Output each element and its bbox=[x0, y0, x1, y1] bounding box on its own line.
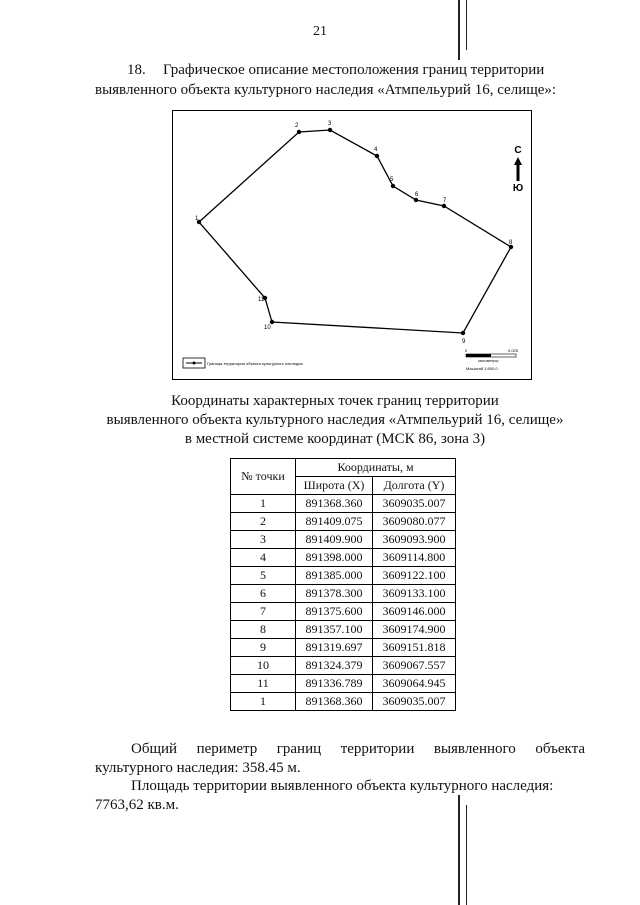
latitude-cell: 891398.000 bbox=[296, 549, 373, 567]
point-number-cell: 2 bbox=[231, 513, 296, 531]
longitude-cell: 3609067.557 bbox=[373, 657, 456, 675]
longitude-cell: 3609122.100 bbox=[373, 567, 456, 585]
point-number-cell: 4 bbox=[231, 549, 296, 567]
latitude-cell: 891409.900 bbox=[296, 531, 373, 549]
legend-label: Граница территории объекта культурного наследия bbox=[207, 361, 303, 366]
perimeter-word-1: Общий bbox=[131, 741, 178, 757]
point-number-cell: 9 bbox=[231, 639, 296, 657]
heading-line-1: Графическое описание местоположения границ территории bbox=[163, 62, 545, 78]
longitude-cell: 3609133.100 bbox=[373, 585, 456, 603]
perimeter-word-6: объекта bbox=[535, 741, 585, 757]
compass-north-label: С bbox=[514, 145, 522, 156]
table-caption bbox=[60, 392, 610, 449]
longitude-cell: 3609093.900 bbox=[373, 531, 456, 549]
point-number-cell: 7 bbox=[231, 603, 296, 621]
caption-line-1: Координаты характерных точек границ территории bbox=[171, 393, 499, 409]
latitude-cell: 891375.600 bbox=[296, 603, 373, 621]
vertex-4 bbox=[375, 154, 379, 158]
point-number-cell: 5 bbox=[231, 567, 296, 585]
point-label-6: 6 bbox=[415, 192, 419, 198]
coordinates-table-body bbox=[231, 495, 456, 711]
vertex-7 bbox=[442, 204, 446, 208]
perimeter-word-5: выявленного bbox=[433, 741, 516, 757]
scale-bar bbox=[465, 348, 519, 371]
header-longitude: Долгота (Y) bbox=[373, 477, 456, 495]
point-label-11: 11 bbox=[258, 297, 265, 303]
table-row bbox=[231, 531, 456, 549]
vertex-6 bbox=[414, 198, 418, 202]
heading-line-2: выявленного объекта культурного наследия «Атмпельурий 16, селище»: bbox=[95, 82, 557, 98]
point-number-cell: 6 bbox=[231, 585, 296, 603]
latitude-cell: 891378.300 bbox=[296, 585, 373, 603]
vertex-10 bbox=[270, 320, 274, 324]
table-row bbox=[231, 549, 456, 567]
table-row bbox=[231, 639, 456, 657]
table-row bbox=[231, 513, 456, 531]
point-number-cell: 1 bbox=[231, 693, 296, 711]
longitude-cell: 3609151.818 bbox=[373, 639, 456, 657]
perimeter-word-3: границ bbox=[276, 741, 322, 757]
latitude-cell: 891324.379 bbox=[296, 657, 373, 675]
latitude-cell: 891409.075 bbox=[296, 513, 373, 531]
coordinates-table bbox=[230, 458, 456, 711]
area-line-2: 7763,62 кв.м. bbox=[95, 797, 179, 813]
compass-south-label: Ю bbox=[512, 183, 524, 194]
scale-unit: километры bbox=[478, 358, 499, 363]
scan-artifact-line bbox=[466, 805, 467, 905]
point-number-cell: 3 bbox=[231, 531, 296, 549]
point-label-10: 10 bbox=[264, 325, 271, 331]
scale-ratio: Масштаб 1:500,0 bbox=[466, 366, 498, 371]
vertex-3 bbox=[328, 128, 332, 132]
section-heading bbox=[95, 60, 585, 100]
point-label-9: 9 bbox=[462, 339, 466, 345]
perimeter-word-2: периметр bbox=[196, 741, 258, 757]
territory-boundary bbox=[199, 130, 511, 333]
north-arrow bbox=[513, 145, 523, 194]
vertex-2 bbox=[297, 130, 301, 134]
boundary-vertices bbox=[197, 128, 513, 335]
point-label-8: 8 bbox=[509, 240, 513, 246]
section-number: 18. bbox=[127, 62, 146, 78]
table-row bbox=[231, 495, 456, 513]
point-label-5: 5 bbox=[390, 177, 394, 183]
longitude-cell: 3609114.800 bbox=[373, 549, 456, 567]
point-number-cell: 1 bbox=[231, 495, 296, 513]
map-legend bbox=[183, 358, 303, 368]
boundary-map bbox=[172, 110, 532, 380]
boundary-map-drawing bbox=[173, 111, 531, 379]
point-label-1: 1 bbox=[195, 216, 199, 222]
longitude-cell: 3609080.077 bbox=[373, 513, 456, 531]
point-number-cell: 8 bbox=[231, 621, 296, 639]
table-row bbox=[231, 585, 456, 603]
scale-zero: 0 bbox=[465, 348, 468, 353]
latitude-cell: 891336.789 bbox=[296, 675, 373, 693]
longitude-cell: 3609035.007 bbox=[373, 693, 456, 711]
longitude-cell: 3609146.000 bbox=[373, 603, 456, 621]
table-row bbox=[231, 693, 456, 711]
longitude-cell: 3609174.900 bbox=[373, 621, 456, 639]
latitude-cell: 891319.697 bbox=[296, 639, 373, 657]
scan-artifact-line bbox=[466, 0, 467, 50]
table-row bbox=[231, 657, 456, 675]
perimeter-paragraph bbox=[95, 740, 585, 778]
latitude-cell: 891368.360 bbox=[296, 495, 373, 513]
caption-line-2: выявленного объекта культурного наследия «Атмпельурий 16, селище» bbox=[106, 412, 564, 428]
scan-artifact-line bbox=[458, 795, 460, 905]
latitude-cell: 891385.000 bbox=[296, 567, 373, 585]
table-row bbox=[231, 675, 456, 693]
latitude-cell: 891357.100 bbox=[296, 621, 373, 639]
table-row bbox=[231, 567, 456, 585]
area-paragraph bbox=[95, 777, 585, 815]
point-label-4: 4 bbox=[374, 147, 378, 153]
header-latitude: Широта (X) bbox=[296, 477, 373, 495]
perimeter-word-4: территории bbox=[340, 741, 415, 757]
scan-artifact-line bbox=[458, 0, 460, 60]
vertex-5 bbox=[391, 184, 395, 188]
point-label-2: 2 bbox=[295, 123, 299, 129]
header-coordinates: Координаты, м bbox=[296, 459, 456, 477]
caption-line-3: в местной системе координат (МСК 86, зона 3) bbox=[184, 431, 486, 447]
scale-value: 0,025 bbox=[508, 348, 519, 353]
area-line-1: Площадь территории выявленного объекта культурного наследия: bbox=[131, 778, 554, 794]
point-label-7: 7 bbox=[443, 198, 447, 204]
vertex-9 bbox=[461, 331, 465, 335]
point-number-cell: 10 bbox=[231, 657, 296, 675]
table-row bbox=[231, 621, 456, 639]
longitude-cell: 3609064.945 bbox=[373, 675, 456, 693]
perimeter-line-2: культурного наследия: 358.45 м. bbox=[95, 760, 301, 776]
latitude-cell: 891368.360 bbox=[296, 693, 373, 711]
point-number-cell: 11 bbox=[231, 675, 296, 693]
point-label-3: 3 bbox=[328, 121, 332, 127]
longitude-cell: 3609035.007 bbox=[373, 495, 456, 513]
page-number: 21 bbox=[313, 24, 327, 39]
table-row bbox=[231, 603, 456, 621]
header-point-number: № точки bbox=[231, 459, 296, 495]
